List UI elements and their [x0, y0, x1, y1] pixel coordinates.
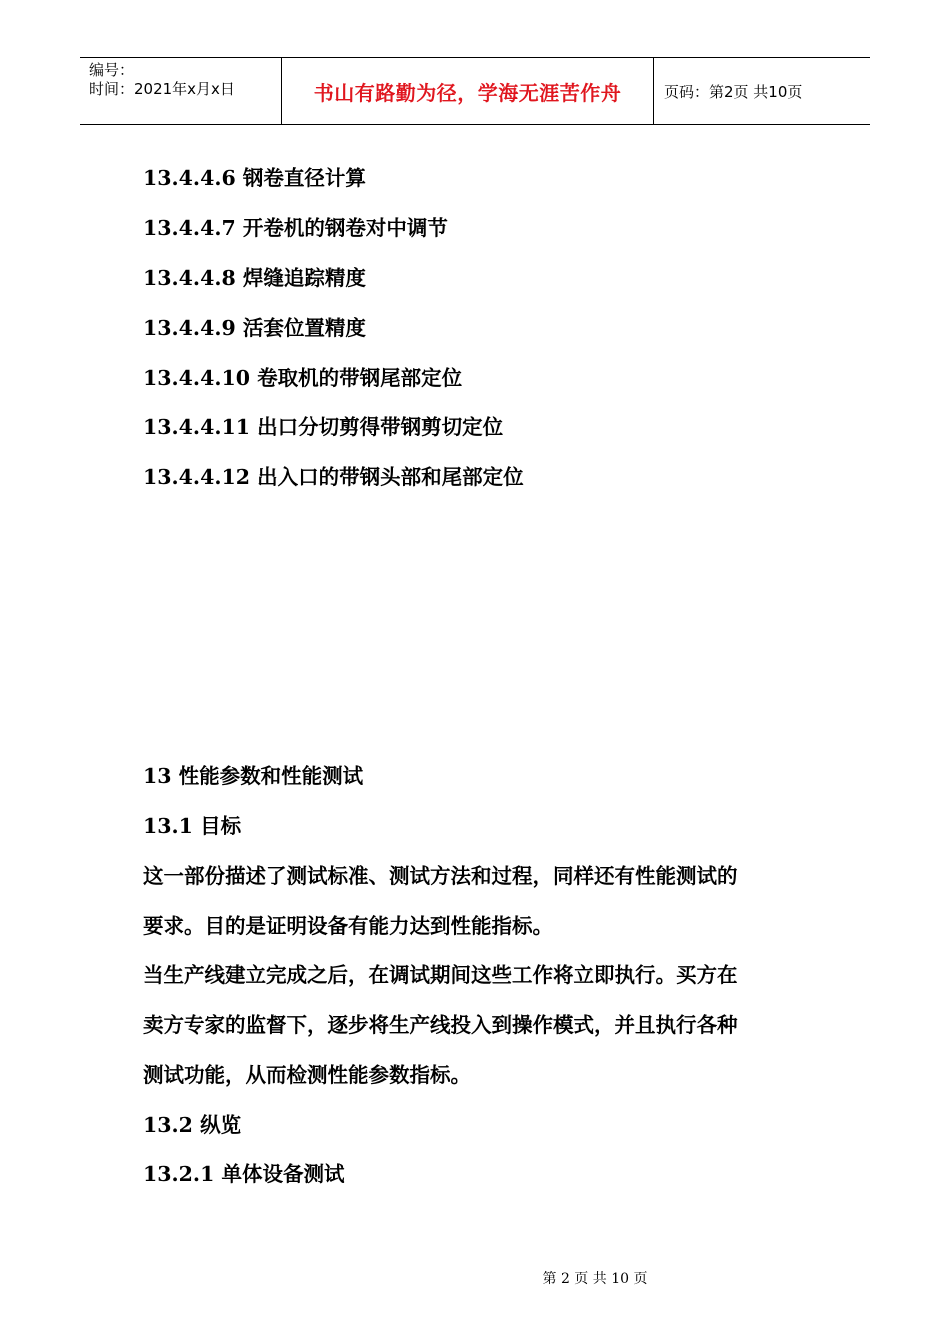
section-heading: 13.2 纵览	[143, 1113, 242, 1137]
footer-page-number: 第 2 页 共 10 页	[542, 1271, 648, 1287]
header-page-info: 页码：第2页 共10页	[664, 82, 803, 101]
toc-item: 13.4.4.10 卷取机的带钢尾部定位	[143, 366, 463, 390]
toc-item: 13.4.4.6 钢卷直径计算	[143, 166, 366, 190]
page-header	[80, 57, 870, 125]
code-label: 编号：	[89, 61, 135, 79]
section-heading: 13.2.1 单体设备测试	[143, 1162, 345, 1186]
toc-item: 13.4.4.7 开卷机的钢卷对中调节	[143, 216, 448, 240]
motto-text: 书山有路勤为径，学海无涯苦作舟	[313, 80, 622, 105]
toc-item: 13.4.4.9 活套位置精度	[143, 316, 366, 340]
toc-item: 13.4.4.11 出口分切剪得带钢剪切定位	[143, 415, 504, 439]
time-label: 时间：2021年x月x日	[89, 80, 235, 98]
toc-item: 13.4.4.8 焊缝追踪精度	[143, 266, 366, 290]
page-footer	[0, 1268, 950, 1288]
paragraph-line: 卖方专家的监督下，逐步将生产线投入到操作模式，并且执行各种	[143, 1013, 738, 1037]
toc-item: 13.4.4.12 出入口的带钢头部和尾部定位	[143, 465, 524, 489]
section-heading: 13 性能参数和性能测试	[143, 764, 364, 788]
paragraph-line: 当生产线建立完成之后，在调试期间这些工作将立即执行。买方在	[143, 963, 738, 987]
paragraph-line: 这一部份描述了测试标准、测试方法和过程，同样还有性能测试的	[143, 864, 738, 888]
paragraph-line: 要求。目的是证明设备有能力达到性能指标。	[143, 914, 553, 938]
header-page-cell	[655, 58, 870, 124]
header-motto-cell	[281, 58, 654, 124]
header-meta-cell	[80, 58, 281, 124]
section-heading: 13.1 目标	[143, 814, 242, 838]
paragraph-line: 测试功能，从而检测性能参数指标。	[143, 1063, 471, 1087]
